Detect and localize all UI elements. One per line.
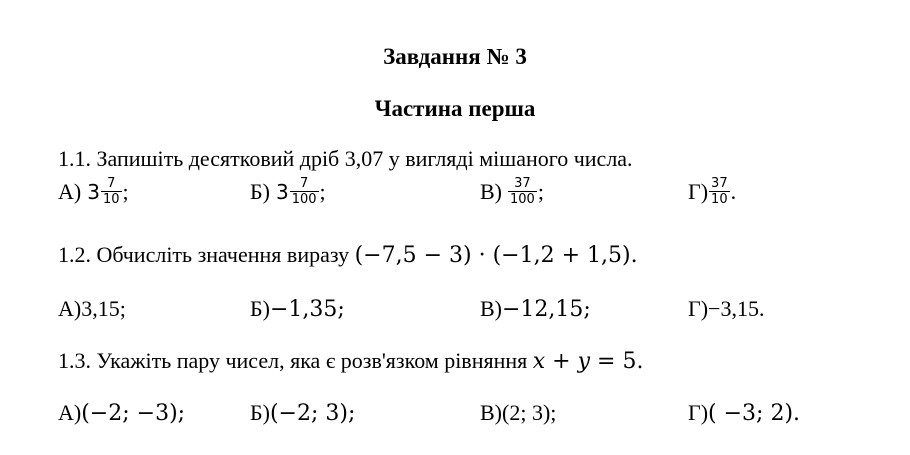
q1-option-d [688,176,736,207]
option-letter: А) [58,178,82,204]
q2-option-c [480,296,591,322]
q2-option-d [688,296,764,322]
option-letter: Б) [250,296,270,321]
fraction-numerator: 7 [299,176,309,191]
q1-option-c [480,176,544,207]
option-letter: А) [58,296,82,321]
prompt-text: 1.3. Укажіть пару чисел, яка є розв'язком рівняння [58,348,533,373]
q3-option-a [58,400,185,426]
fraction-denominator: 10 [711,192,728,207]
q1-option-a [58,176,129,207]
fraction-denominator: 100 [291,192,317,207]
equation-x: x [532,349,546,374]
q3-option-c [480,400,556,426]
fraction-denominator: 10 [102,192,120,207]
fraction-numerator: 7 [107,176,116,191]
option-letter: А) [58,400,82,425]
option-punct: ; [319,178,326,204]
q2-option-b [250,296,345,322]
section-subtitle: Частина перша [374,96,536,121]
fraction [290,176,319,207]
option-letter: Г) [688,178,709,204]
mixed-whole: 3 [275,179,289,204]
option-value: ( −3; 2). [708,400,801,426]
option-value: −12,15; [502,296,591,322]
option-value: (−2; 3); [269,400,356,426]
question-1-1-prompt: 1.1. Запишіть десятковий дріб 3,07 у вигляді мішаного числа. [58,146,633,171]
fraction-numerator: 37 [514,176,531,191]
equation-plus: + [545,349,578,374]
assignment-title: Завдання № 3 [383,44,527,69]
option-letter: Г) [688,400,709,425]
option-letter: Б) [250,400,270,425]
option-letter: Б) [250,178,270,204]
fraction [508,176,537,207]
option-letter: В) [480,296,502,321]
option-value: 3,15; [81,296,126,321]
equation-y: y [577,349,591,374]
option-letter: Г) [688,296,709,321]
fraction [101,176,122,207]
q3-option-b [250,400,355,426]
option-value: (−2; −3); [81,400,186,426]
option-value: −3,15. [708,296,765,321]
option-punct: . [730,178,737,204]
equation-rest: = 5. [590,349,644,374]
q3-option-d [688,400,800,426]
option-punct: ; [537,178,544,204]
question-1-2-prompt [58,242,638,268]
prompt-text: 1.2. Обчисліть значення виразу [58,242,355,267]
q2-option-a [58,296,126,322]
option-letter: В) [480,178,502,204]
expression: (−7,5 − 3) · (−1,2 + 1,5). [354,243,638,268]
fraction [709,176,730,207]
question-1-3-prompt [58,348,643,374]
mixed-whole: 3 [87,179,100,204]
option-letter: В) [480,400,502,425]
option-punct: ; [122,178,129,204]
q1-option-b [250,176,326,207]
option-value: −1,35; [269,296,345,322]
option-value: (2; 3); [502,400,557,425]
fraction-numerator: 37 [711,176,728,191]
fraction-denominator: 100 [510,192,535,207]
